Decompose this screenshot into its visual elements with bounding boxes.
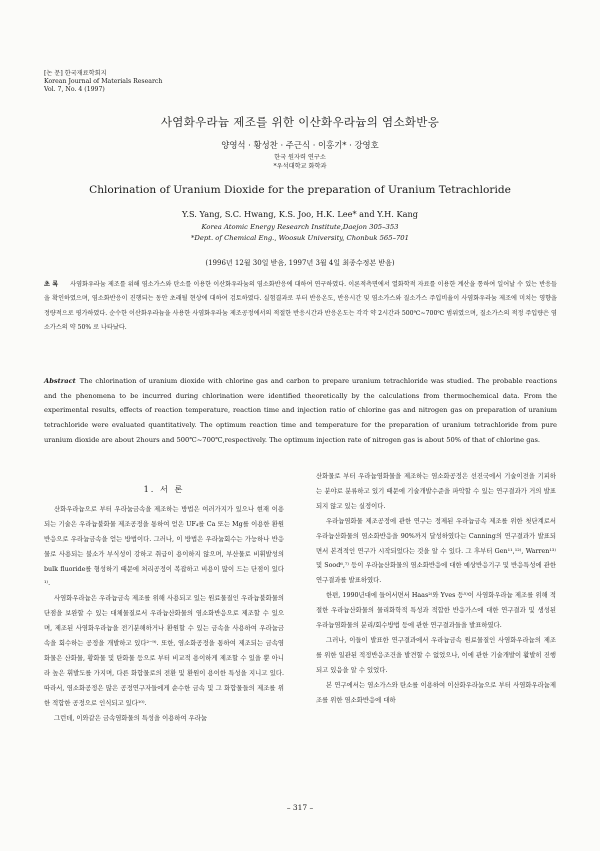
paragraph: 산화우라늄으로 부터 우라늄금속을 제조하는 방법은 여러가지가 있으나 현재 이용되는 기술은 우라늄불화물 제조공정을 통하여 얻은 UF₄를 Ca 또는 Mg를 이용한 환원반응으로 우라늄금속을 얻는 방법이다. 그러나, 이 방법은 우라늄회수는 가능하나 반응물로 사용되는 불소가 부식성이 강하고 취급이 용이하지 않으며, 부산물로 비휘발성의 bulk fluoride를 형성하기 때문에 처리공정이 복잡하고 비용이 많이 드는 단점이 있다¹⁾.: [44, 505, 284, 588]
journal-header: [44, 70, 162, 94]
journal-name-english: Korean Journal of Materials Research: [44, 78, 163, 85]
korean-affiliation-1: 한국 원자력 연구소: [274, 154, 326, 161]
received-dates: (1996년 12월 30일 받음, 1997년 3월 4일 최종수정본 받음): [205, 259, 395, 267]
english-affiliation: [0, 222, 600, 244]
english-affiliation-1: Korea Atomic Energy Research Institute,Daejon 305–353: [201, 223, 399, 231]
korean-abstract-text: 사염화우라늄 제조를 위해 염소가스와 탄소를 이용한 이산화우라늄의 염소화반응에 대하여 연구하였다. 이론적측면에서 열화학적 자료를 이용한 계산을 통하여 일어날 수 있는 반응들을 확인하였으며, 염소화반응이 진행되는 동안 초래될 현상에 대하여 검토하였다. 실험결과로 부터 반응온도, 반응시간 및 염소가스와 질소가스 주입비율이 사염화우라늄 제조에 미치는 영향을 정량적으로 평가하였다. 순수한 이산화우라늄을 사용한 사염화우라늄 제조공정에서의 적절한 반응시간과 반응온도는 각각 약 2시간과 500℃~700℃ 범위였으며, 질소가스의 적정 주입량은 염소가스의 약 50% 로 나타났다.: [44, 281, 557, 331]
english-abstract-heading: Abstract: [44, 377, 76, 385]
english-abstract-text: The chlorination of uranium dioxide with chlorine gas and carbon to prepare uranium tetrachloride was studied. The probable reactions and the phenomena to be incurred during chlorination were identified theoretically by the calculations from thermochemical data. From the experimental results, effects of reaction temperature, reaction time and injection ratio of chlorine gas and nitrogen gas on preparation of uranium tetrachloride were evaluated quantitatively. The optimum reaction time and temperature for the preparation of uranium tetrachloride from pure uranium dioxide are about 2hours and 500℃~700℃,respectively. The optimum injection rate of nitrogen gas is about 50% of that of chlorine gas.: [44, 377, 557, 444]
english-affiliation-2: *Dept. of Chemical Eng., Woosuk University, Chonbuk 565–701: [191, 234, 409, 242]
english-title: Chlorination of Uranium Dioxide for the preparation of Uranium Tetrachloride: [89, 184, 511, 196]
korean-title: 사염화우라늄 제조를 위한 이산화우라늄의 염소화반응: [160, 115, 440, 129]
paragraph: 한편, 1990년대에 들어서면서 Haas²⁾와 Yves 등⁵⁾이 사염화우라늄 제조를 위해 적절한 우라늄산화물의 물리화학적 특성과 적합한 반응가스에 대한 연구결과 및 생성된 우라늄염화물의 분리/회수방법 등에 관한 연구결과들을 발표하였다.: [316, 592, 556, 630]
korean-affiliation-2: *우석대학교 화학과: [273, 163, 327, 170]
paragraph: 그런데, 이와같은 금속염화물의 특성을 이용하여 우라늄: [54, 714, 208, 722]
paragraph: 우라늄염화물 제조공정에 관한 연구는 정제된 우라늄금속 제조를 위한 첫단계로서 우라늄산화물의 염소화반응을 90%까지 달성하였다는 Canning의 연구결과가 발표되면서 본격적인 연구가 시작되었다는 것을 알 수 있다. 그 후부터 Gen¹¹,¹²⁾, Warren¹³⁾ 및 Sood⁶,⁷⁾ 등이 우라늄산화물의 염소화반응에 대한 예상반응기구 및 반응특성에 관한 연구결과를 발표하였다.: [316, 517, 556, 585]
korean-abstract: [44, 278, 557, 335]
left-column: [44, 482, 284, 727]
korean-affiliation: [0, 153, 600, 171]
korean-abstract-heading: 초 록: [44, 281, 59, 288]
english-abstract: [44, 374, 557, 448]
paragraph: 사염화우라늄은 우라늄금속 제조를 위해 사용되고 있는 원료물질인 우라늄불화물의 단점을 보완할 수 있는 대체물질로서 우라늄산화물의 염소화반응으로 제조할 수 있으며, 제조된 사염화우라늄을 전기분해하거나 환원할 수 있는 금속을 사용하여 우라늄금속을 회수하는 공정을 개발하고 있다²⁻⁹⁾. 또한, 염소화공정을 통하여 제조되는 금속염화물은 산화물, 황화물 및 탄화물 등으로 부터 비교적 용이하게 제조할 수 있을 뿐 아니라 높은 휘발도를 가지며, 다른 화합물로의 전환 및 환원이 용이한 특성을 지니고 있다. 따라서, 염소화공정은 많은 공정연구자들에게 순수한 금속 및 그 화합물들의 제조를 위한 적합한 공정으로 인식되고 있다¹⁰⁾.: [44, 595, 284, 707]
section-heading-introduction: 1. 서 론: [143, 484, 185, 494]
right-column: [316, 470, 556, 709]
page-number: – 317 –: [286, 803, 314, 812]
paragraph: 그러나, 이들이 발표한 연구결과에서 우라늄금속 원료물질인 사염화우라늄의 제조를 위한 일관된 적정반응조건을 발견할 수 없었으나, 이에 관한 기술개발이 활발히 진행되고 있음을 알 수 있었다.: [316, 636, 556, 674]
english-authors: Y.S. Yang, S.C. Hwang, K.S. Joo, H.K. Lee* and Y.H. Kang: [182, 209, 418, 219]
korean-authors: 양영석 · 황성찬 · 주근식 · 이홍기* · 강영호: [221, 140, 379, 150]
journal-volume: Vol. 7, No. 4 (1997): [44, 86, 105, 93]
journal-name-korean: [논 문] 한국재료학회지: [44, 70, 107, 77]
paragraph: 본 연구에서는 염소가스와 탄소를 이용하여 이산화우라늄으로 부터 사염화우라늄제조를 위한 염소화반응에 대하: [316, 681, 556, 704]
paragraph: 산화물로 부터 우라늄염화물을 제조하는 염소화공정은 선진국에서 기술이전을 기피하는 분야로 분류하고 있기 때문에 기술개발수준을 파악할 수 있는 연구결과가 거의 발표되지 않고 있는 실정이다.: [316, 473, 556, 510]
